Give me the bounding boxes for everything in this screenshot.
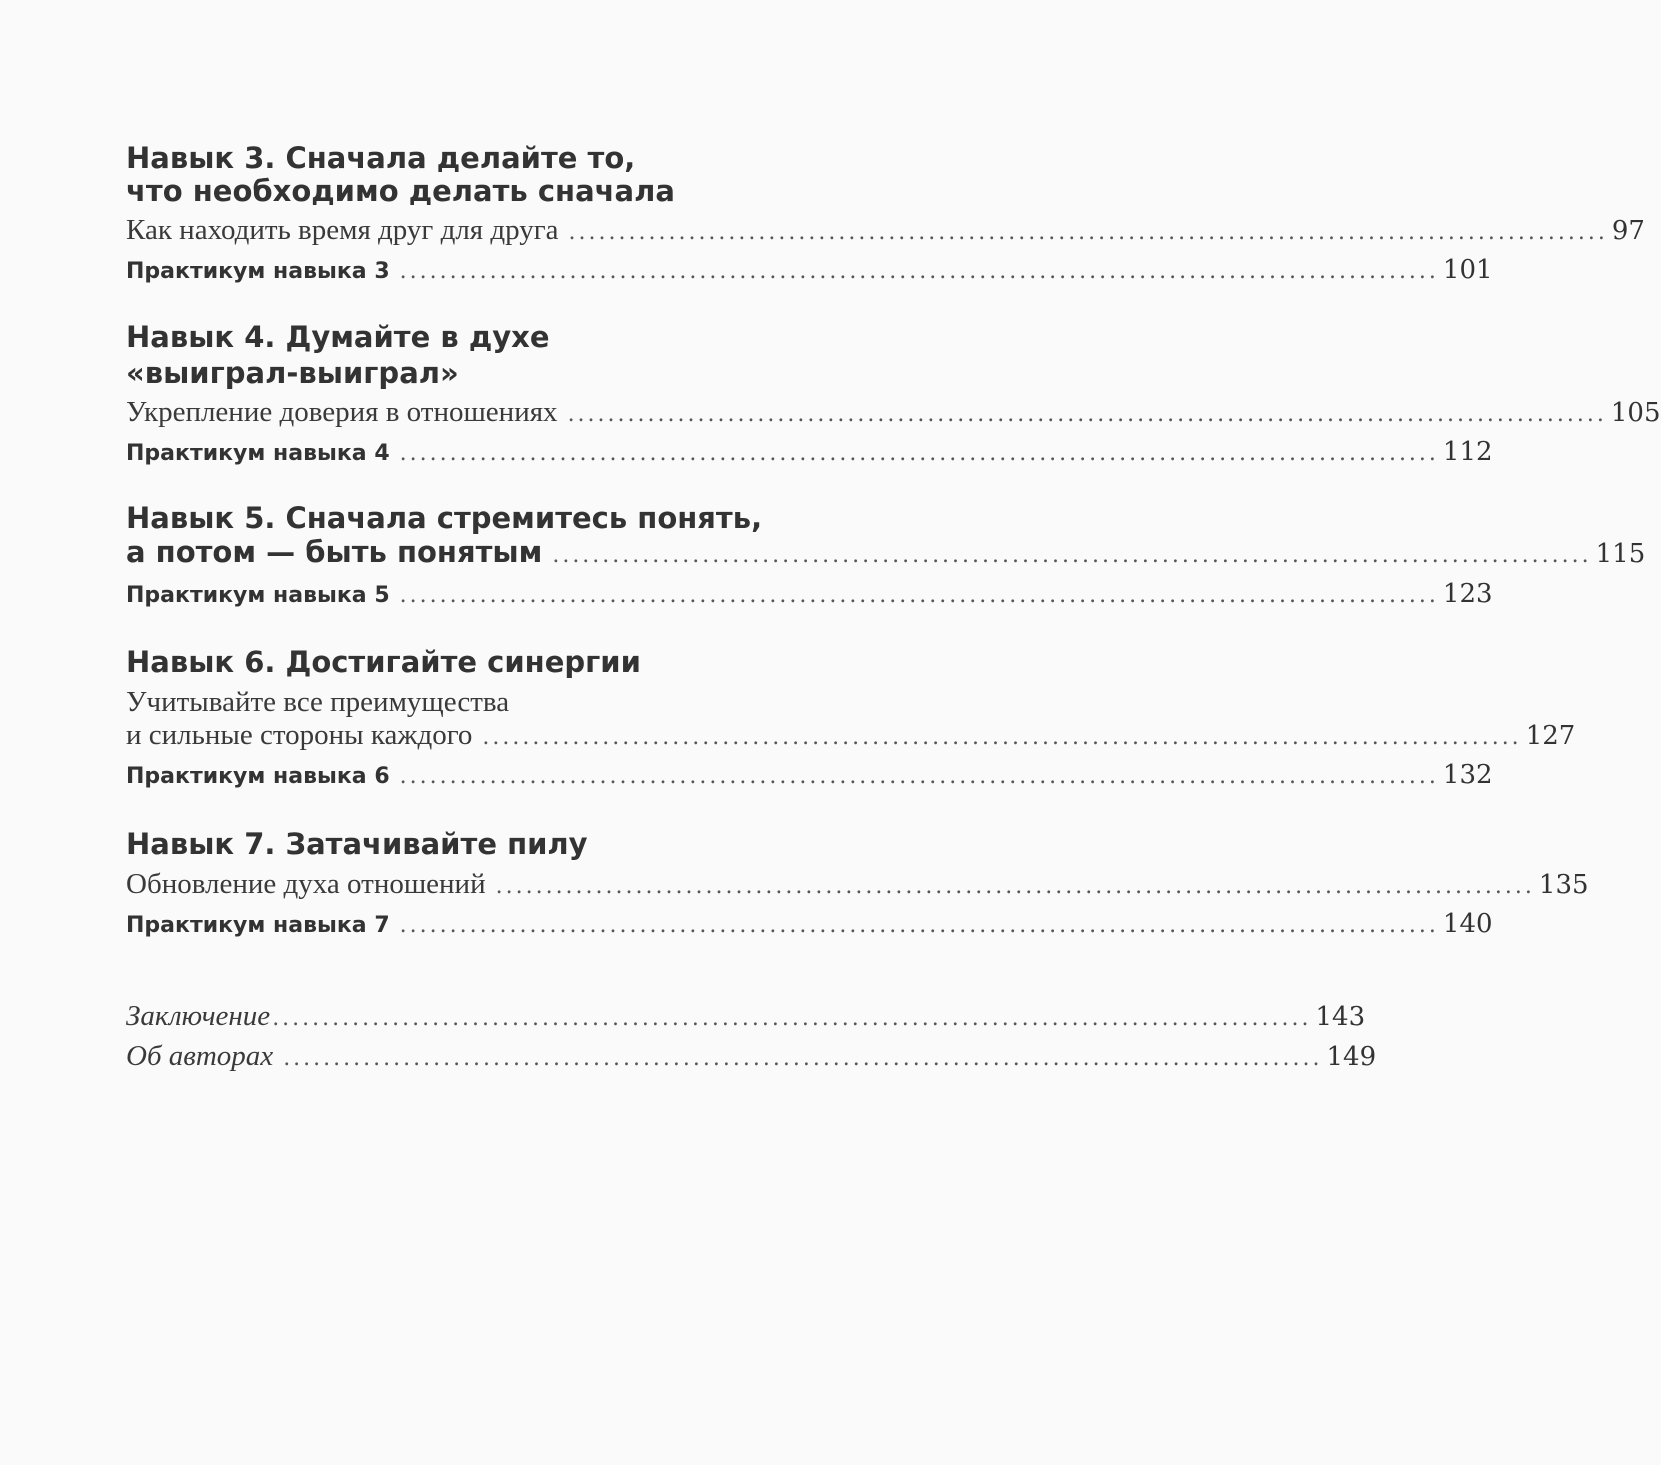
toc-entry-label: Укрепление доверия в отношениях <box>126 396 558 428</box>
habit6-title-line1: Навык 6. Достигайте синергии <box>126 645 641 679</box>
toc-page-number: 97 <box>1611 216 1645 246</box>
habit5-title-line2: а потом — быть понятым <box>126 535 543 569</box>
toc-entry-habit6[interactable] <box>126 719 1576 752</box>
dot-leader: ........................................................................................................ <box>552 543 1592 568</box>
habit4-title-line1: Навык 4. Думайте в духе <box>126 320 550 354</box>
dot-leader: ........................................................................................................ <box>272 1006 1312 1031</box>
toc-practice-habit4[interactable] <box>126 437 1493 467</box>
dot-leader: ........................................................................................................ <box>568 220 1608 245</box>
habit3-title-line2: что необходимо делать сначала <box>126 174 675 208</box>
toc-practice-label: Практикум навыка 6 <box>126 764 390 789</box>
toc-practice-habit3[interactable] <box>126 255 1493 285</box>
habit3-title-line1: Навык 3. Сначала делайте то, <box>126 141 636 175</box>
toc-entry-label: Обновление духа отношений <box>126 868 486 900</box>
toc-page-number: 123 <box>1442 579 1493 609</box>
dot-leader: ........................................................................................................ <box>399 764 1439 789</box>
dot-leader: ........................................................................................................ <box>399 913 1439 938</box>
toc-entry-label: и сильные стороны каждого <box>126 719 473 751</box>
toc-page-number: 135 <box>1538 870 1589 900</box>
dot-leader: ........................................................................................................ <box>399 441 1439 466</box>
toc-entry-habit4[interactable] <box>126 396 1661 429</box>
toc-authors[interactable] <box>126 1040 1377 1073</box>
dot-leader: ........................................................................................................ <box>399 259 1439 284</box>
toc-title-habit5[interactable] <box>126 535 1646 569</box>
toc-conclusion[interactable] <box>126 1000 1366 1033</box>
dot-leader: ........................................................................................................ <box>482 725 1522 750</box>
habit5-title-line1: Навык 5. Сначала стремитесь понять, <box>126 501 763 535</box>
dot-leader: ........................................................................................................ <box>495 874 1535 899</box>
toc-practice-habit7[interactable] <box>126 909 1493 939</box>
toc-practice-label: Практикум навыка 7 <box>126 913 390 938</box>
habit4-title-line2: «выиграл-выиграл» <box>126 356 459 390</box>
toc-entry-habit3[interactable] <box>126 214 1645 247</box>
toc-practice-label: Практикум навыка 5 <box>126 583 390 608</box>
toc-page-number: 127 <box>1525 721 1576 751</box>
toc-practice-habit6[interactable] <box>126 760 1493 790</box>
toc-entry-label: Об авторах <box>126 1040 274 1072</box>
toc-page-number: 101 <box>1442 255 1493 285</box>
habit7-title-line1: Навык 7. Затачивайте пилу <box>126 827 588 861</box>
toc-practice-habit5[interactable] <box>126 579 1493 609</box>
toc-entry-label: Заключение <box>126 1000 271 1032</box>
dot-leader: ........................................................................................................ <box>283 1046 1323 1071</box>
toc-practice-label: Практикум навыка 3 <box>126 259 390 284</box>
toc-page-number: 132 <box>1442 760 1493 790</box>
toc-page-number: 105 <box>1610 398 1661 428</box>
toc-entry-label: Как находить время друг для друга <box>126 214 559 246</box>
toc-page-number: 115 <box>1595 539 1646 569</box>
toc-practice-label: Практикум навыка 4 <box>126 441 390 466</box>
toc-page-number: 112 <box>1442 437 1493 467</box>
habit6-entry-line1: Учитывайте все преимущества <box>126 686 510 718</box>
toc-page-number: 143 <box>1315 1002 1366 1032</box>
dot-leader: ........................................................................................................ <box>399 583 1439 608</box>
dot-leader: ........................................................................................................ <box>567 402 1607 427</box>
toc-page-number: 149 <box>1326 1042 1377 1072</box>
toc-entry-habit7[interactable] <box>126 868 1589 901</box>
toc-page-number: 140 <box>1442 909 1493 939</box>
